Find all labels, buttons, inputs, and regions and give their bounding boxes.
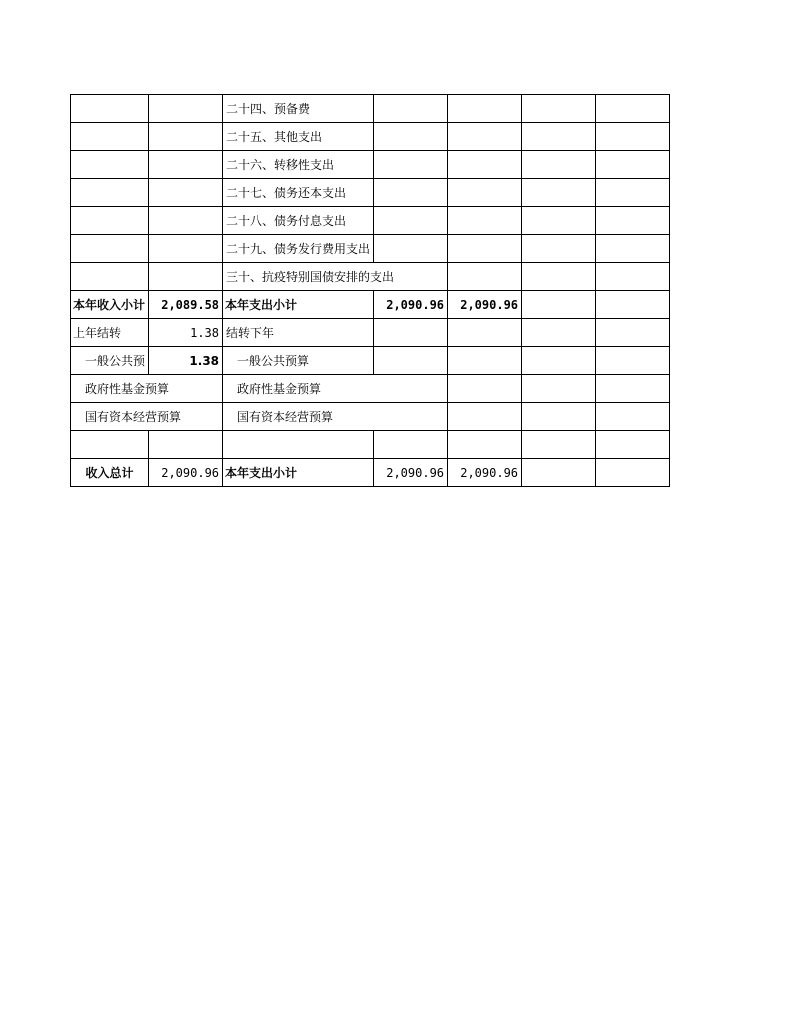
- expense-total-value-2[interactable]: 2,090.96: [448, 459, 522, 487]
- cell[interactable]: [448, 263, 522, 291]
- cell[interactable]: [596, 291, 670, 319]
- expense-subtotal-value-1[interactable]: 2,090.96: [374, 291, 448, 319]
- expense-subtotal-value-2[interactable]: 2,090.96: [448, 291, 522, 319]
- cell[interactable]: [448, 431, 522, 459]
- cell[interactable]: [596, 431, 670, 459]
- cell[interactable]: [596, 179, 670, 207]
- cell[interactable]: [522, 403, 596, 431]
- cell[interactable]: [374, 151, 448, 179]
- cell[interactable]: [596, 403, 670, 431]
- table-row: [71, 403, 670, 431]
- expense-item-label[interactable]: 三十、抗疫特别国债安排的支出: [223, 263, 448, 291]
- expense-item-label[interactable]: 二十九、债务发行费用支出: [223, 235, 374, 263]
- general-budget-expense-label[interactable]: 一般公共预算: [223, 347, 374, 375]
- cell[interactable]: [448, 95, 522, 123]
- cell[interactable]: [596, 347, 670, 375]
- fund-budget-expense-label[interactable]: 政府性基金预算: [223, 375, 448, 403]
- cell[interactable]: [149, 263, 223, 291]
- cell[interactable]: [522, 123, 596, 151]
- cell[interactable]: [596, 375, 670, 403]
- cell[interactable]: [522, 151, 596, 179]
- cell[interactable]: [522, 375, 596, 403]
- table-row: [71, 319, 670, 347]
- budget-table: [70, 94, 670, 487]
- income-subtotal-value[interactable]: 2,089.58: [149, 291, 223, 319]
- cell[interactable]: [596, 207, 670, 235]
- cell[interactable]: [448, 179, 522, 207]
- cell[interactable]: [522, 235, 596, 263]
- cell[interactable]: [448, 375, 522, 403]
- cell[interactable]: [522, 319, 596, 347]
- general-budget-income-label[interactable]: 一般公共预: [71, 347, 149, 375]
- cell[interactable]: [522, 459, 596, 487]
- cell[interactable]: [374, 179, 448, 207]
- cell[interactable]: [149, 431, 223, 459]
- cell[interactable]: [71, 179, 149, 207]
- cell[interactable]: [149, 151, 223, 179]
- carryover-value[interactable]: 1.38: [149, 319, 223, 347]
- cell[interactable]: [149, 207, 223, 235]
- cell[interactable]: [522, 179, 596, 207]
- state-capital-income-label[interactable]: 国有资本经营预算: [71, 403, 223, 431]
- cell[interactable]: [448, 123, 522, 151]
- cell[interactable]: [71, 207, 149, 235]
- cell[interactable]: [149, 95, 223, 123]
- cell[interactable]: [522, 207, 596, 235]
- cell[interactable]: [374, 235, 448, 263]
- table-row: [71, 375, 670, 403]
- cell[interactable]: [522, 291, 596, 319]
- expense-total-value-1[interactable]: 2,090.96: [374, 459, 448, 487]
- expense-total-label[interactable]: 本年支出小计: [223, 459, 374, 487]
- cell[interactable]: [596, 235, 670, 263]
- cell[interactable]: [71, 263, 149, 291]
- state-capital-expense-label[interactable]: 国有资本经营预算: [223, 403, 448, 431]
- cell[interactable]: [596, 123, 670, 151]
- cell[interactable]: [522, 431, 596, 459]
- cell[interactable]: [596, 95, 670, 123]
- cell[interactable]: [596, 319, 670, 347]
- cell[interactable]: [374, 319, 448, 347]
- cell[interactable]: [522, 263, 596, 291]
- cell[interactable]: [596, 263, 670, 291]
- cell[interactable]: [71, 431, 149, 459]
- cell[interactable]: [448, 151, 522, 179]
- income-subtotal-label[interactable]: 本年收入小计: [71, 291, 149, 319]
- cell[interactable]: [374, 123, 448, 151]
- cell[interactable]: [448, 403, 522, 431]
- table-row: [71, 207, 670, 235]
- cell[interactable]: [596, 459, 670, 487]
- table-row: [71, 235, 670, 263]
- cell[interactable]: [149, 235, 223, 263]
- table-row: [71, 431, 670, 459]
- cell[interactable]: [374, 95, 448, 123]
- expense-item-label[interactable]: 二十八、债务付息支出: [223, 207, 374, 235]
- table-row: [71, 179, 670, 207]
- carryover-label[interactable]: 上年结转: [71, 319, 149, 347]
- table-row: [71, 123, 670, 151]
- income-total-value[interactable]: 2,090.96: [149, 459, 223, 487]
- carry-forward-label[interactable]: 结转下年: [223, 319, 374, 347]
- cell[interactable]: [448, 347, 522, 375]
- cell[interactable]: [223, 431, 374, 459]
- cell[interactable]: [374, 347, 448, 375]
- cell[interactable]: [71, 123, 149, 151]
- cell[interactable]: [374, 431, 448, 459]
- fund-budget-income-label[interactable]: 政府性基金预算: [71, 375, 223, 403]
- cell[interactable]: [71, 235, 149, 263]
- expense-item-label[interactable]: 二十四、预备费: [223, 95, 374, 123]
- cell[interactable]: [448, 235, 522, 263]
- cell[interactable]: [596, 151, 670, 179]
- general-budget-income-value[interactable]: 1.38: [149, 347, 223, 375]
- table-row: [71, 459, 670, 487]
- expense-item-label[interactable]: 二十七、债务还本支出: [223, 179, 374, 207]
- cell[interactable]: [522, 347, 596, 375]
- table-row: [71, 291, 670, 319]
- expense-item-label[interactable]: 二十五、其他支出: [223, 123, 374, 151]
- cell[interactable]: [522, 95, 596, 123]
- table-row: [71, 263, 670, 291]
- cell[interactable]: [71, 151, 149, 179]
- cell[interactable]: [448, 319, 522, 347]
- table-row: [71, 151, 670, 179]
- table-row: [71, 347, 670, 375]
- cell[interactable]: [149, 123, 223, 151]
- cell[interactable]: [374, 207, 448, 235]
- cell[interactable]: [71, 95, 149, 123]
- cell[interactable]: [448, 207, 522, 235]
- cell[interactable]: [149, 179, 223, 207]
- table-row: [71, 95, 670, 123]
- expense-subtotal-label[interactable]: 本年支出小计: [223, 291, 374, 319]
- expense-item-label[interactable]: 二十六、转移性支出: [223, 151, 374, 179]
- income-total-label[interactable]: 收入总计: [71, 459, 149, 487]
